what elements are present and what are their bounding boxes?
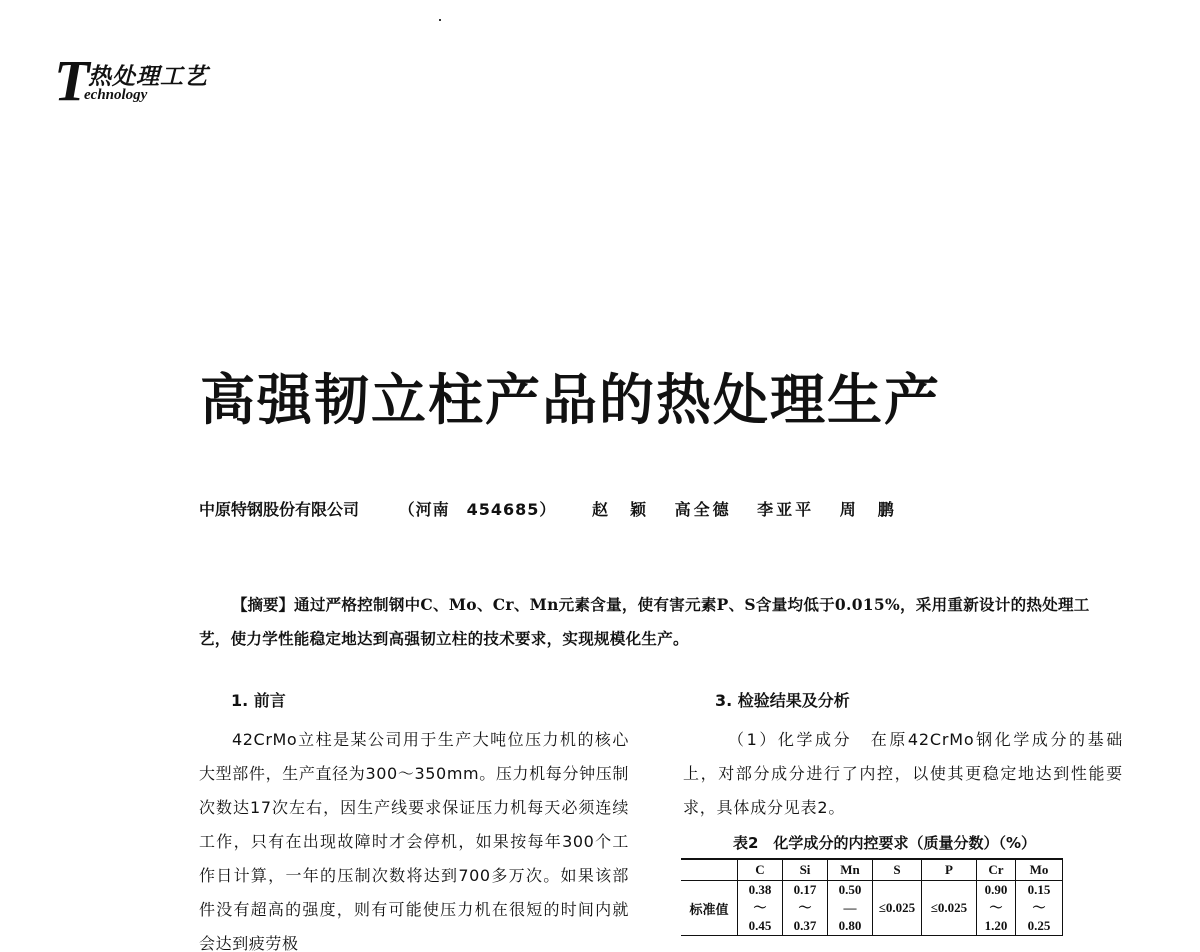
column-logo	[54, 48, 254, 114]
byline	[199, 497, 917, 520]
section-heading-results: 3. 检验结果及分析	[715, 691, 850, 710]
abstract-text: 通过严格控制钢中C、Mo、Cr、Mn元素含量，使有害元素P、S含量均低于0.015%，采用重新设计的热处理工艺，使力学性能稳定地达到高强韧立柱的技术要求，实现规模化生产。	[199, 595, 1090, 648]
table-cell: 0.17 ～ 0.37	[783, 881, 828, 936]
table-cell: 0.50 — 0.80	[828, 881, 873, 936]
intro-paragraph: 42CrMo立柱是某公司用于生产大吨位压力机的核心大型部件，生产直径为300～350mm。压力机每分钟压制次数达17次左右，因生产线要求保证压力机每天必须连续工作，只有在出现故障时才会停机，如果按每年300个工作日计算，一年的压制次数将达到700多万次。如果该部件没有超高的强度，则有可能使压力机在很短的时间内就会达到疲劳极	[199, 730, 629, 952]
column-header: Mn	[828, 859, 873, 881]
column-header: C	[738, 859, 783, 881]
column-left	[199, 686, 629, 952]
article-title: 高强韧立柱产品的热处理生产	[200, 367, 942, 432]
table-cell: 0.38 ～ 0.45	[738, 881, 783, 936]
table-cell: ≤0.025	[922, 881, 977, 936]
table-cell: ≤0.025	[873, 881, 922, 936]
composition-table	[681, 858, 1063, 936]
column-right	[683, 686, 1123, 825]
table-caption: 表2 化学成分的内控要求（质量分数）（%）	[733, 834, 1036, 852]
column-header: Si	[783, 859, 828, 881]
table-corner-cell	[681, 859, 738, 881]
table-header-row	[681, 859, 1063, 881]
author: 周 鹏	[839, 500, 897, 519]
author: 高全德	[674, 500, 732, 519]
column-header: Mo	[1016, 859, 1063, 881]
logo-initial: T	[54, 48, 90, 113]
author: 李亚平	[757, 500, 815, 519]
scan-speck	[439, 19, 441, 21]
section-heading-intro: 1. 前言	[231, 691, 286, 710]
row-label: 标准值	[681, 881, 738, 936]
column-name-cn: 热处理工艺	[88, 63, 208, 90]
table-row	[681, 881, 1063, 936]
abstract	[199, 588, 1121, 656]
column-header: P	[922, 859, 977, 881]
abstract-label: 【摘要】	[232, 595, 295, 614]
author: 赵 颖	[591, 500, 649, 519]
column-name-en: echnology	[84, 87, 148, 103]
affiliation: 中原特钢股份有限公司	[199, 500, 360, 519]
location-postcode: （河南 454685）	[398, 500, 557, 519]
table-cell: 0.90 ～ 1.20	[977, 881, 1016, 936]
column-header: S	[873, 859, 922, 881]
chem-paragraph: （1）化学成分 在原42CrMo钢化学成分的基础上，对部分成分进行了内控，以使其更稳定地达到性能要求，具体成分见表2。	[683, 730, 1123, 817]
column-header: Cr	[977, 859, 1016, 881]
table-cell: 0.15 ～ 0.25	[1016, 881, 1063, 936]
